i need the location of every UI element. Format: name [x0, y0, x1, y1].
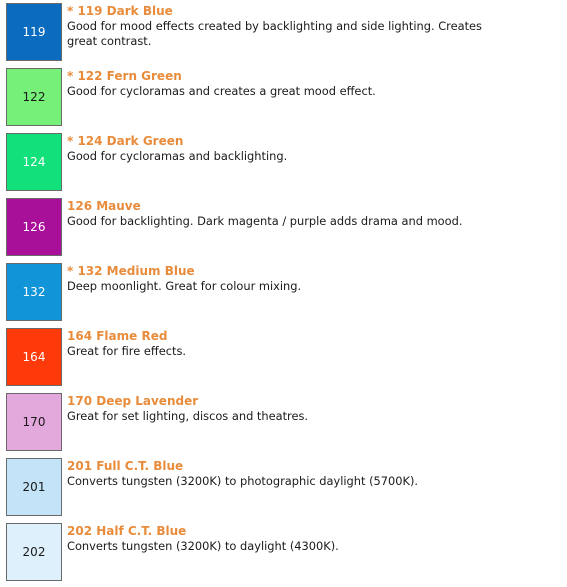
filter-info	[67, 524, 561, 554]
swatch-code: 119	[22, 25, 46, 39]
filter-row-202	[5, 522, 561, 587]
filter-title: 126 Mauve	[67, 199, 141, 213]
filter-row-132	[5, 262, 561, 327]
color-swatch-119	[6, 3, 62, 61]
filter-title: * 119 Dark Blue	[67, 4, 173, 18]
filter-info	[67, 134, 561, 164]
filter-title: * 124 Dark Green	[67, 134, 184, 148]
filter-description: Good for backlighting. Dark magenta / purple adds drama and mood.	[67, 214, 463, 228]
color-swatch-164	[6, 328, 62, 386]
filter-row-164	[5, 327, 561, 392]
filter-info	[67, 69, 561, 99]
color-swatch-126	[6, 198, 62, 256]
filter-title: 201 Full C.T. Blue	[67, 459, 184, 473]
filter-row-201	[5, 457, 561, 522]
filter-row-126	[5, 197, 561, 262]
filter-info	[67, 394, 561, 424]
filter-title: * 122 Fern Green	[67, 69, 182, 83]
filter-row-122	[5, 67, 561, 132]
filter-row-119	[5, 2, 561, 67]
filter-description: Great for fire effects.	[67, 344, 187, 358]
color-swatch-170	[6, 393, 62, 451]
color-swatch-202	[6, 523, 62, 581]
filter-info	[67, 4, 561, 49]
filter-info	[67, 264, 561, 294]
filter-description: Great for set lighting, discos and theatres.	[67, 409, 309, 423]
swatch-code: 202	[22, 545, 46, 559]
filter-info	[67, 199, 561, 229]
filter-info	[67, 459, 561, 489]
filter-title: * 132 Medium Blue	[67, 264, 195, 278]
filter-description: Good for cycloramas and creates a great mood effect.	[67, 84, 376, 98]
filter-description: Converts tungsten (3200K) to photographic daylight (5700K).	[67, 474, 419, 488]
filter-info	[67, 329, 561, 359]
swatch-code: 126	[22, 220, 46, 234]
filter-description: Good for cycloramas and backlighting.	[67, 149, 288, 163]
filter-list	[5, 2, 561, 587]
filter-description: Deep moonlight. Great for colour mixing.	[67, 279, 302, 293]
color-swatch-132	[6, 263, 62, 321]
filter-row-124	[5, 132, 561, 197]
swatch-code: 164	[22, 350, 46, 364]
swatch-code: 124	[22, 155, 46, 169]
color-swatch-122	[6, 68, 62, 126]
filter-title: 170 Deep Lavender	[67, 394, 199, 408]
swatch-code: 170	[22, 415, 46, 429]
filter-description: Good for mood effects created by backlighting and side lighting. Creates great contrast.	[67, 19, 482, 48]
swatch-code: 122	[22, 90, 46, 104]
swatch-code: 201	[22, 480, 46, 494]
color-swatch-124	[6, 133, 62, 191]
color-swatch-201	[6, 458, 62, 516]
swatch-code: 132	[22, 285, 46, 299]
filter-title: 164 Flame Red	[67, 329, 168, 343]
filter-title: 202 Half C.T. Blue	[67, 524, 187, 538]
filter-row-170	[5, 392, 561, 457]
filter-description: Converts tungsten (3200K) to daylight (4300K).	[67, 539, 339, 553]
